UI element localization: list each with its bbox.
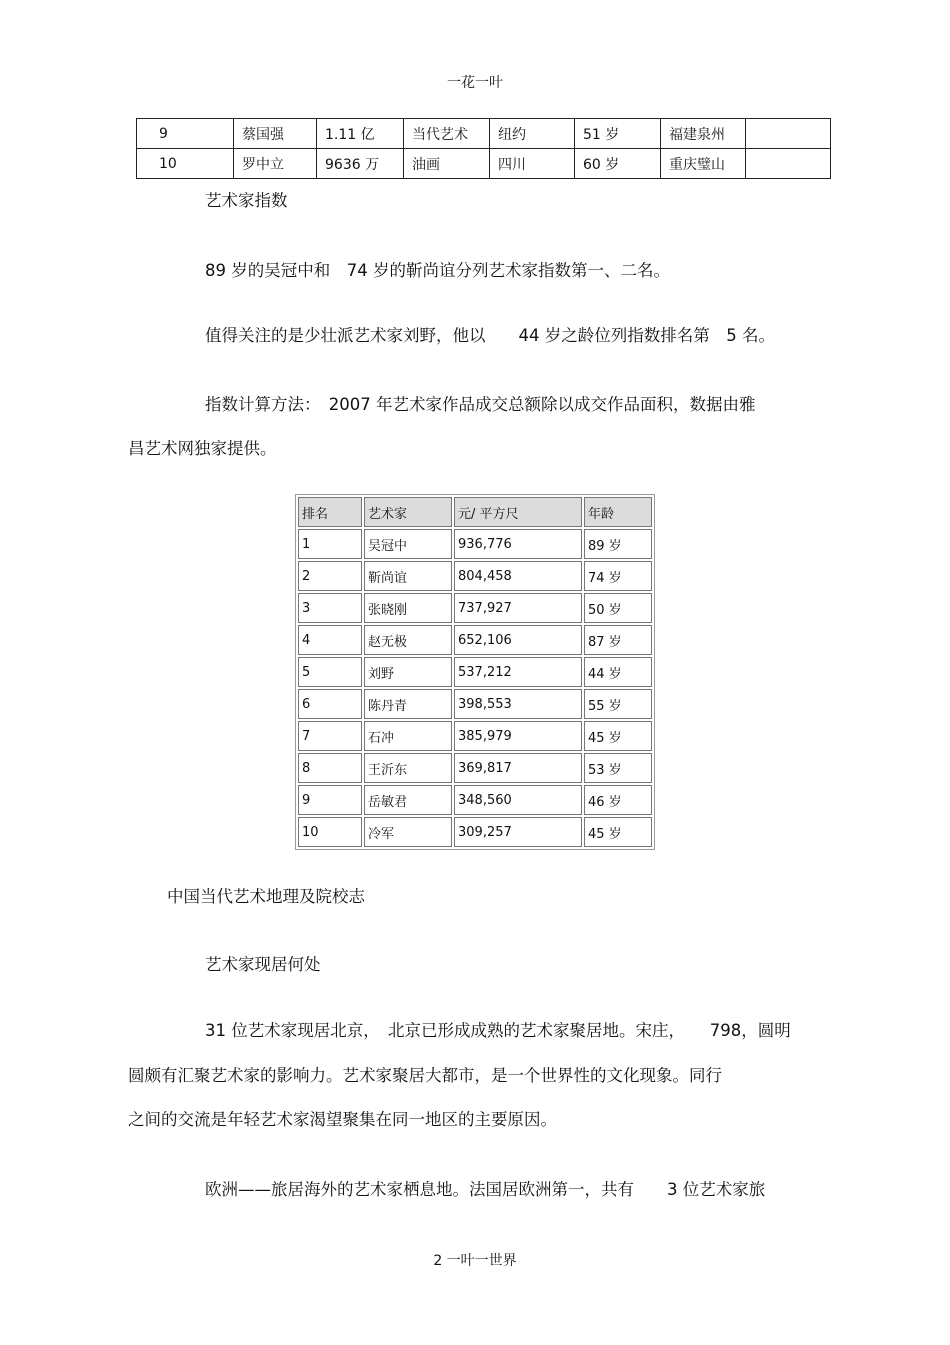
section-heading-residence: 艺术家现居何处 (205, 955, 321, 974)
table-row (298, 657, 652, 687)
artist-cell: 赵无极 (364, 625, 452, 655)
price-per-sqft-cell: 804,458 (454, 561, 582, 591)
artist-cell: 靳尚谊 (364, 561, 452, 591)
artist-cell: 陈丹青 (364, 689, 452, 719)
age-cell: 53 岁 (584, 753, 652, 783)
paragraph: 值得关注的是少壮派艺术家刘野，他以 44 岁之龄位列指数排名第 5 名。 (205, 326, 775, 345)
table-row (137, 149, 831, 179)
table-row (298, 689, 652, 719)
artist-index-table (295, 494, 655, 850)
paragraph-continuation: 之间的交流是年轻艺术家渴望聚集在同一地区的主要原因。 (128, 1110, 557, 1129)
age-cell: 51 岁 (575, 119, 661, 149)
price-per-sqft-cell: 537,212 (454, 657, 582, 687)
age-cell: 45 岁 (584, 817, 652, 847)
table-row (298, 785, 652, 815)
empty-cell (746, 119, 831, 149)
table-row (298, 625, 652, 655)
table-body (298, 529, 652, 847)
rank-cell: 9 (137, 119, 234, 149)
category-cell: 油画 (404, 149, 490, 179)
artist-cell: 石冲 (364, 721, 452, 751)
age-cell: 60 岁 (575, 149, 661, 179)
table-row (298, 561, 652, 591)
paragraph: 31 位艺术家现居北京， 北京已形成成熟的艺术家聚居地。宋庄， 798，圆明 (205, 1021, 791, 1040)
rank-cell: 10 (137, 149, 234, 179)
turnover-cell: 9636 万 (317, 149, 404, 179)
artist-cell: 岳敏君 (364, 785, 452, 815)
price-per-sqft-cell: 369,817 (454, 753, 582, 783)
table-row (298, 529, 652, 559)
category-cell: 当代艺术 (404, 119, 490, 149)
rank-cell: 5 (298, 657, 362, 687)
residence-cell: 四川 (490, 149, 575, 179)
price-per-sqft-cell: 348,560 (454, 785, 582, 815)
section-heading-artist-index: 艺术家指数 (205, 191, 288, 210)
rank-cell: 6 (298, 689, 362, 719)
table-header-row (298, 497, 652, 527)
table-row (298, 721, 652, 751)
artist-cell: 王沂东 (364, 753, 452, 783)
age-cell: 44 岁 (584, 657, 652, 687)
price-per-sqft-cell: 385,979 (454, 721, 582, 751)
price-per-sqft-cell: 309,257 (454, 817, 582, 847)
paragraph: 89 岁的吴冠中和 74 岁的靳尚谊分列艺术家指数第一、二名。 (205, 261, 670, 280)
birthplace-cell: 重庆璧山 (661, 149, 746, 179)
rank-cell: 9 (298, 785, 362, 815)
price-per-sqft-cell: 398,553 (454, 689, 582, 719)
age-cell: 50 岁 (584, 593, 652, 623)
table-row (137, 119, 831, 149)
age-cell: 74 岁 (584, 561, 652, 591)
page-footer: 2 一叶一世界 (433, 1253, 517, 1269)
artist-cell: 蔡国强 (234, 119, 317, 149)
rank-cell: 10 (298, 817, 362, 847)
column-header: 艺术家 (364, 497, 452, 527)
paragraph: 欧洲——旅居海外的艺术家栖息地。法国居欧洲第一，共有 3 位艺术家旅 (205, 1180, 766, 1199)
turnover-cell: 1.11 亿 (317, 119, 404, 149)
price-per-sqft-cell: 936,776 (454, 529, 582, 559)
page-header: 一花一叶 (447, 75, 503, 91)
residence-cell: 纽约 (490, 119, 575, 149)
table-row (298, 753, 652, 783)
age-cell: 45 岁 (584, 721, 652, 751)
section-title-art-geography: 中国当代艺术地理及院校志 (167, 887, 365, 906)
age-cell: 87 岁 (584, 625, 652, 655)
rank-cell: 8 (298, 753, 362, 783)
table-row (298, 593, 652, 623)
rank-cell: 1 (298, 529, 362, 559)
age-cell: 55 岁 (584, 689, 652, 719)
column-header: 元/ 平方尺 (454, 497, 582, 527)
rank-cell: 3 (298, 593, 362, 623)
price-per-sqft-cell: 737,927 (454, 593, 582, 623)
artist-cell: 刘野 (364, 657, 452, 687)
table-row (298, 817, 652, 847)
price-per-sqft-cell: 652,106 (454, 625, 582, 655)
column-header: 排名 (298, 497, 362, 527)
empty-cell (746, 149, 831, 179)
rank-cell: 7 (298, 721, 362, 751)
paragraph-continuation: 圆颇有汇聚艺术家的影响力。艺术家聚居大都市，是一个世界性的文化现象。同行 (128, 1066, 722, 1085)
artist-cell: 罗中立 (234, 149, 317, 179)
artist-cell: 冷军 (364, 817, 452, 847)
column-header: 年龄 (584, 497, 652, 527)
age-cell: 46 岁 (584, 785, 652, 815)
artist-cell: 吴冠中 (364, 529, 452, 559)
paragraph: 指数计算方法： 2007 年艺术家作品成交总额除以成交作品面积，数据由雅 (205, 395, 756, 414)
artist-ranking-table-continued (136, 118, 831, 179)
birthplace-cell: 福建泉州 (661, 119, 746, 149)
rank-cell: 4 (298, 625, 362, 655)
rank-cell: 2 (298, 561, 362, 591)
age-cell: 89 岁 (584, 529, 652, 559)
paragraph-continuation: 昌艺术网独家提供。 (128, 439, 277, 458)
artist-cell: 张晓刚 (364, 593, 452, 623)
